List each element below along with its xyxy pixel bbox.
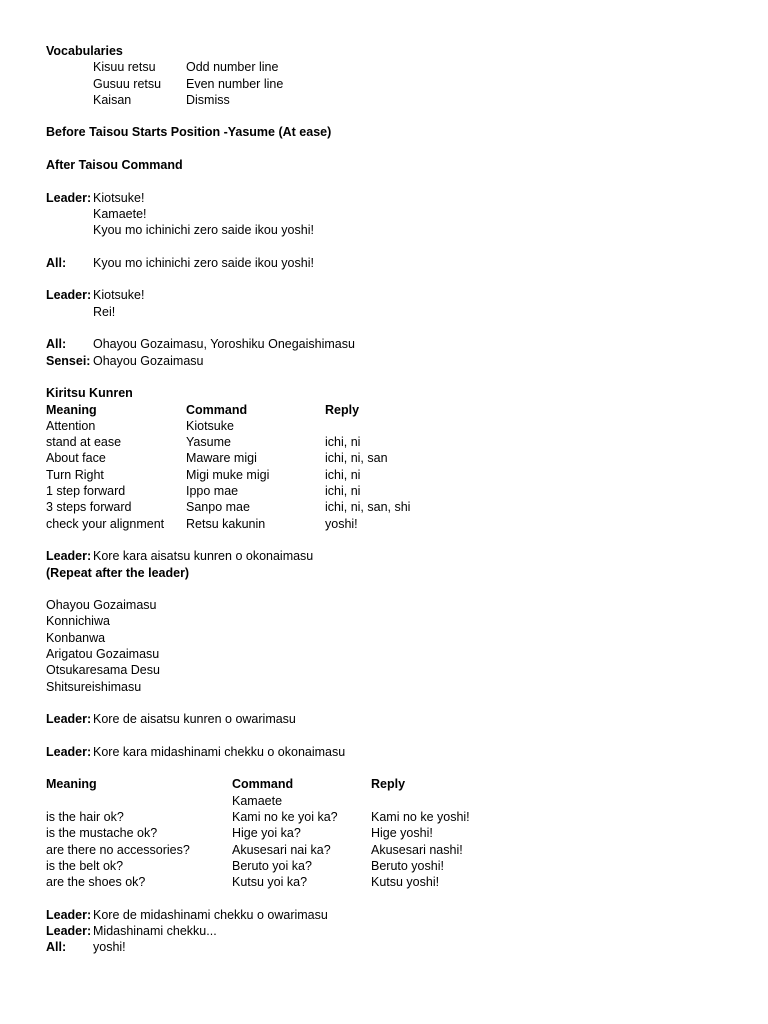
table-row	[46, 825, 746, 841]
cell-command: Kutsu yoi ka?	[232, 875, 308, 890]
cell-command: Maware migi	[186, 451, 257, 466]
cell-command: Kami no ke yoi ka?	[232, 809, 338, 824]
table-row	[46, 874, 746, 890]
dialogue-line	[46, 907, 746, 923]
dialogue-line	[46, 548, 746, 564]
vocab-title: Vocabularies	[46, 44, 123, 58]
greeting-item: Konbanwa	[46, 630, 106, 645]
greeting-item: Konnichiwa	[46, 614, 110, 629]
header-command: Command	[232, 777, 294, 792]
greeting-item: Shitsureishimasu	[46, 679, 142, 694]
speaker-label: Leader:	[46, 924, 92, 939]
dialogue-line	[46, 304, 746, 320]
cell-command: Retsu kakunin	[186, 516, 266, 531]
dialogue-line	[46, 255, 746, 271]
cell-reply: ichi, ni	[325, 484, 361, 499]
cell-meaning: is the belt ok?	[46, 858, 124, 873]
dialogue-text: Ohayou Gozaimasu, Yoroshiku Onegaishimasu	[93, 337, 355, 352]
dialogue-text: Midashinami chekku...	[93, 924, 217, 939]
dialogue-text: Kyou mo ichinichi zero saide ikou yoshi!	[93, 255, 314, 270]
cell-command: Migi muke migi	[186, 467, 270, 482]
dialogue-line	[46, 744, 746, 760]
cell-meaning: Attention	[46, 418, 96, 433]
cell-meaning: is the hair ok?	[46, 809, 124, 824]
cell-reply: Hige yoshi!	[371, 826, 433, 841]
speaker-label: Leader:	[46, 549, 92, 564]
cell-command: Akusesari nai ka?	[232, 842, 331, 857]
cell-reply: Kami no ke yoshi!	[371, 809, 470, 824]
table-row	[46, 858, 746, 874]
cell-meaning: stand at ease	[46, 435, 122, 450]
kiritsu-title: Kiritsu Kunren	[46, 386, 133, 401]
dialogue-text: Kore de midashinami chekku o owarimasu	[93, 907, 328, 922]
greeting-item: Otsukaresama Desu	[46, 663, 160, 678]
dialogue-line	[46, 206, 746, 222]
vocab-row	[46, 59, 746, 75]
dialogue-text: Kiotsuke!	[93, 190, 145, 205]
cell-meaning: are there no accessories?	[46, 842, 190, 857]
speaker-label: Leader:	[46, 190, 92, 205]
dialogue-text: Kiotsuke!	[93, 288, 145, 303]
vocab-term: Kisuu retsu	[93, 60, 156, 75]
cell-command: Hige yoi ka?	[232, 826, 301, 841]
dialogue-line	[46, 711, 746, 727]
table-row	[46, 516, 746, 532]
vocab-term: Gusuu retsu	[93, 76, 162, 91]
table-row	[46, 809, 746, 825]
table-row	[46, 499, 746, 515]
cell-command: Beruto yoi ka?	[232, 858, 312, 873]
cell-reply: yoshi!	[325, 516, 358, 531]
cell-meaning: 3 steps forward	[46, 500, 132, 515]
dialogue-line	[46, 222, 746, 238]
cell-reply: ichi, ni	[325, 467, 361, 482]
header-meaning: Meaning	[46, 777, 97, 792]
speaker-label: All:	[46, 255, 67, 270]
vocab-meaning: Dismiss	[186, 92, 230, 107]
table-header	[46, 776, 746, 792]
speaker-label: All:	[46, 337, 67, 352]
dialogue-text: Kamaete!	[93, 206, 147, 221]
greeting-item: Arigatou Gozaimasu	[46, 646, 160, 661]
dialogue-text: Kore kara midashinami chekku o okonaimasu	[93, 744, 346, 759]
table-row	[46, 467, 746, 483]
dialogue-line	[46, 287, 746, 303]
header-command: Command	[186, 402, 248, 417]
table-row	[46, 483, 746, 499]
dialogue-line	[46, 336, 746, 352]
vocab-meaning: Even number line	[186, 76, 284, 91]
table-row	[46, 793, 746, 809]
cell-meaning: are the shoes ok?	[46, 875, 146, 890]
cell-reply: Beruto yoshi!	[371, 858, 444, 873]
dialogue-text: Kore kara aisatsu kunren o okonaimasu	[93, 549, 314, 564]
dialogue-line	[46, 923, 746, 939]
vocab-row	[46, 76, 746, 92]
before-taisou-heading: Before Taisou Starts Position -Yasume (At ease)	[46, 125, 332, 140]
cell-meaning: is the mustache ok?	[46, 826, 158, 841]
speaker-label: All:	[46, 940, 67, 955]
cell-meaning: 1 step forward	[46, 484, 126, 499]
dialogue-text: Kyou mo ichinichi zero saide ikou yoshi!	[93, 223, 314, 238]
cell-command: Yasume	[186, 435, 231, 450]
table-header	[46, 402, 746, 418]
cell-meaning: check your alignment	[46, 516, 165, 531]
cell-command: Ippo mae	[186, 484, 239, 499]
document-page	[46, 43, 746, 956]
repeat-note: (Repeat after the leader)	[46, 565, 190, 580]
table-row	[46, 842, 746, 858]
cell-reply: Akusesari nashi!	[371, 842, 463, 857]
cell-reply: ichi, ni, san	[325, 451, 388, 466]
dialogue-line	[46, 939, 746, 955]
speaker-label: Leader:	[46, 288, 92, 303]
cell-command: Kamaete	[232, 793, 283, 808]
dialogue-text: yoshi!	[93, 940, 126, 955]
dialogue-line	[46, 190, 746, 206]
after-taisou-heading: After Taisou Command	[46, 158, 183, 173]
speaker-label: Leader:	[46, 744, 92, 759]
table-row	[46, 450, 746, 466]
dialogue-text: Ohayou Gozaimasu	[93, 353, 204, 368]
speaker-label: Leader:	[46, 712, 92, 727]
vocab-row	[46, 92, 746, 108]
header-reply: Reply	[371, 777, 406, 792]
header-meaning: Meaning	[46, 402, 97, 417]
cell-reply: ichi, ni, san, shi	[325, 500, 411, 515]
dialogue-text: Rei!	[93, 304, 116, 319]
cell-command: Sanpo mae	[186, 500, 250, 515]
table-row	[46, 418, 746, 434]
cell-meaning: About face	[46, 451, 106, 466]
table-row	[46, 434, 746, 450]
vocab-term: Kaisan	[93, 92, 132, 107]
header-reply: Reply	[325, 402, 360, 417]
speaker-label: Leader:	[46, 907, 92, 922]
cell-reply: ichi, ni	[325, 435, 361, 450]
cell-meaning: Turn Right	[46, 467, 104, 482]
greeting-item: Ohayou Gozaimasu	[46, 598, 157, 613]
vocab-meaning: Odd number line	[186, 60, 279, 75]
cell-reply: Kutsu yoshi!	[371, 875, 440, 890]
cell-command: Kiotsuke	[186, 418, 234, 433]
dialogue-text: Kore de aisatsu kunren o owarimasu	[93, 712, 296, 727]
speaker-label: Sensei:	[46, 353, 91, 368]
dialogue-line	[46, 353, 746, 369]
